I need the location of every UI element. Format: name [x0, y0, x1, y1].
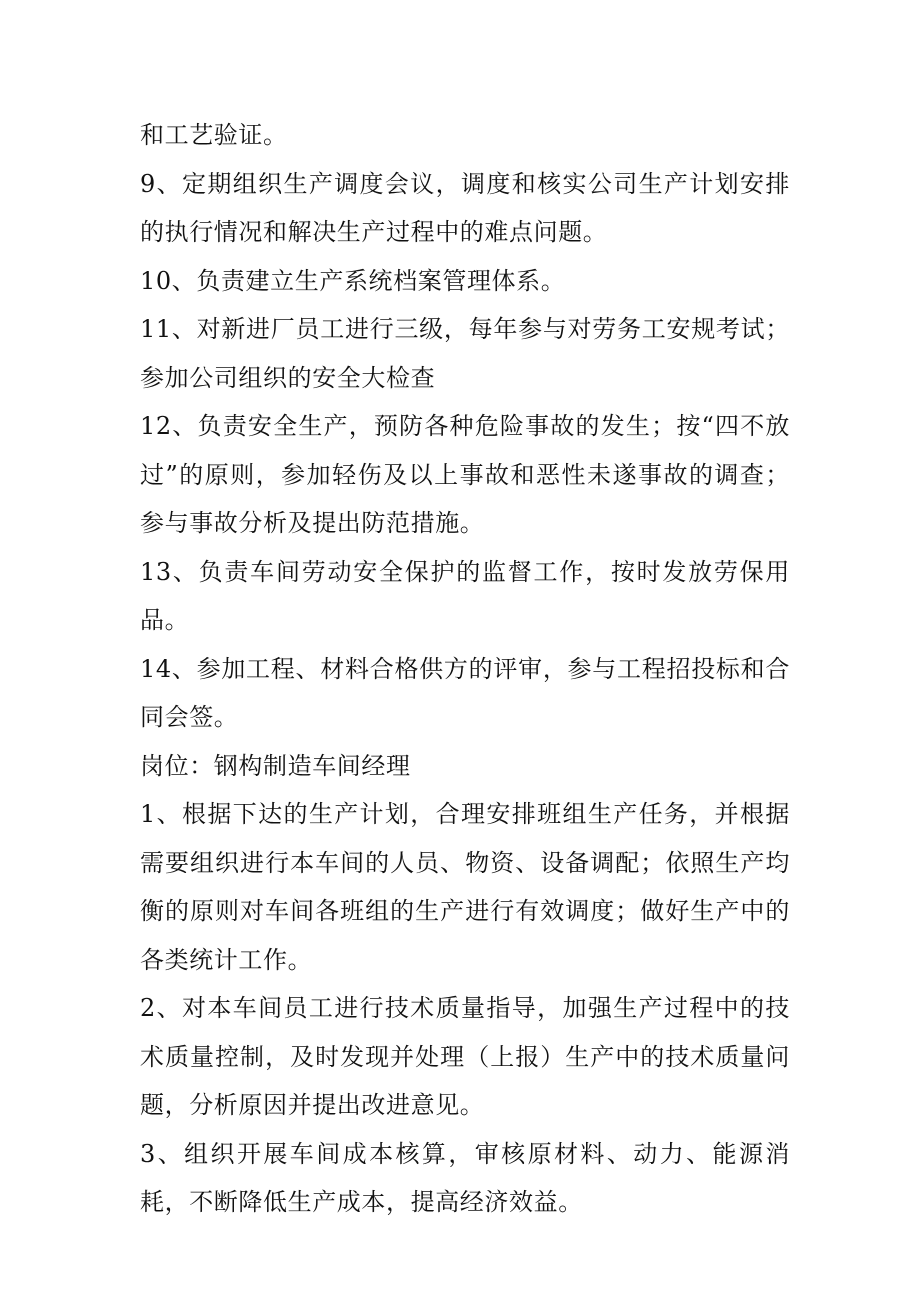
paragraph-process-verification: 和工艺验证。	[140, 121, 288, 149]
position-heading: 岗位：钢构制造车间经理	[140, 751, 411, 780]
paragraph-item-13: 13、负责车间劳动安全保护的监督工作，按时发放劳保用品。	[140, 557, 790, 634]
paragraph-item-10: 10、负责建立生产系统档案管理体系。	[140, 266, 566, 295]
paragraph-item-9: 9、定期组织生产调度会议，调度和核实公司生产计划安排的执行情况和解决生产过程中的难点问题。	[140, 169, 790, 246]
paragraph-duty-3: 3、组织开展车间成本核算，审核原材料、动力、能源消耗，不断降低生产成本，提高经济效益。	[140, 1139, 790, 1216]
paragraph-item-14: 14、参加工程、材料合格供方的评审，参与工程招投标和合同会签。	[140, 654, 790, 731]
paragraph-item-11: 11、对新进厂员工进行三级，每年参与对劳务工安规考试；参加公司组织的安全大检查	[140, 315, 790, 392]
document-body	[140, 111, 790, 1227]
paragraph-item-12: 12、负责安全生产，预防各种危险事故的发生；按“四不放过”的原则，参加轻伤及以上事故和恶性未遂事故的调查；参与事故分析及提出防范措施。	[140, 412, 790, 537]
paragraph-duty-2: 2、对本车间员工进行技术质量指导，加强生产过程中的技术质量控制，及时发现并处理（上报）生产中的技术质量问题，分析原因并提出改进意见。	[140, 994, 790, 1119]
paragraph-duty-1: 1、根据下达的生产计划，合理安排班组生产任务，并根据需要组织进行本车间的人员、物资、设备调配；依照生产均衡的原则对车间各班组的生产进行有效调度；做好生产中的各类统计工作。	[140, 800, 790, 974]
